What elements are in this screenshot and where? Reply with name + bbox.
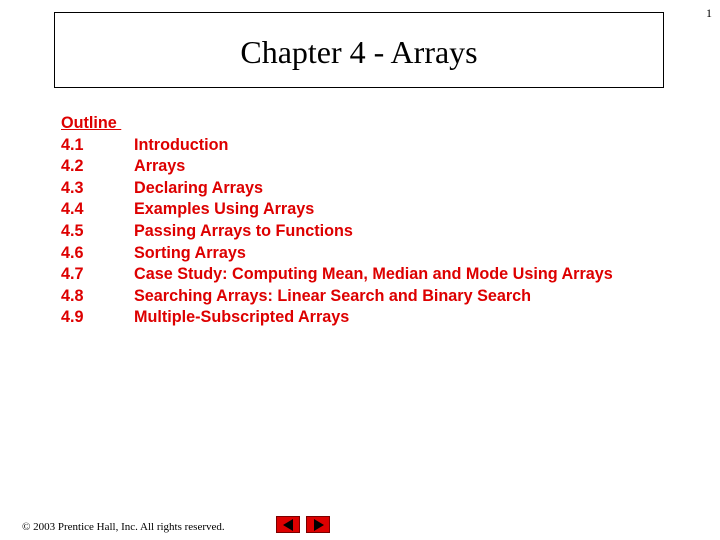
outline-item-number: 4.8 xyxy=(61,286,84,305)
outline-item xyxy=(61,264,613,286)
arrow-left-icon xyxy=(283,519,293,531)
outline-item xyxy=(61,286,613,308)
slide-title: Chapter 4 - Arrays xyxy=(240,33,478,70)
outline-item-text: Multiple-Subscripted Arrays xyxy=(134,308,350,327)
outline-item-text: Sorting Arrays xyxy=(134,243,246,262)
outline-item-number: 4.5 xyxy=(61,221,84,240)
outline-item-text: Passing Arrays to Functions xyxy=(134,221,353,240)
outline-item-text: Declaring Arrays xyxy=(134,178,263,197)
title-box xyxy=(54,12,664,88)
arrow-right-icon xyxy=(314,519,324,531)
outline-item xyxy=(61,307,613,329)
outline-list xyxy=(61,113,613,329)
outline-item-number: 4.7 xyxy=(61,265,84,284)
outline-item-number: 4.2 xyxy=(61,157,84,176)
next-slide-button[interactable] xyxy=(306,516,330,533)
slide-number: 1 xyxy=(706,6,712,20)
outline-item xyxy=(61,221,613,243)
outline-item-text: Case Study: Computing Mean, Median and Mode Using Arrays xyxy=(134,265,613,284)
outline-item xyxy=(61,156,613,178)
outline-item-number: 4.1 xyxy=(61,135,84,154)
outline-item-number: 4.9 xyxy=(61,308,84,327)
outline-item xyxy=(61,243,613,265)
previous-slide-button[interactable] xyxy=(276,516,300,533)
copyright-footer: © 2003 Prentice Hall, Inc. All rights reserved. xyxy=(22,521,225,533)
outline-item-text: Introduction xyxy=(134,135,229,154)
outline-item-text: Searching Arrays: Linear Search and Binary Search xyxy=(134,286,532,305)
outline-item xyxy=(61,178,613,200)
outline-item-text: Arrays xyxy=(134,157,186,176)
outline-item xyxy=(61,135,613,157)
outline-heading: Outline xyxy=(61,114,122,132)
outline-item-number: 4.6 xyxy=(61,243,84,262)
outline-item-text: Examples Using Arrays xyxy=(134,200,315,219)
outline-item xyxy=(61,199,613,221)
outline-item-number: 4.3 xyxy=(61,178,84,197)
outline-item-number: 4.4 xyxy=(61,200,84,219)
